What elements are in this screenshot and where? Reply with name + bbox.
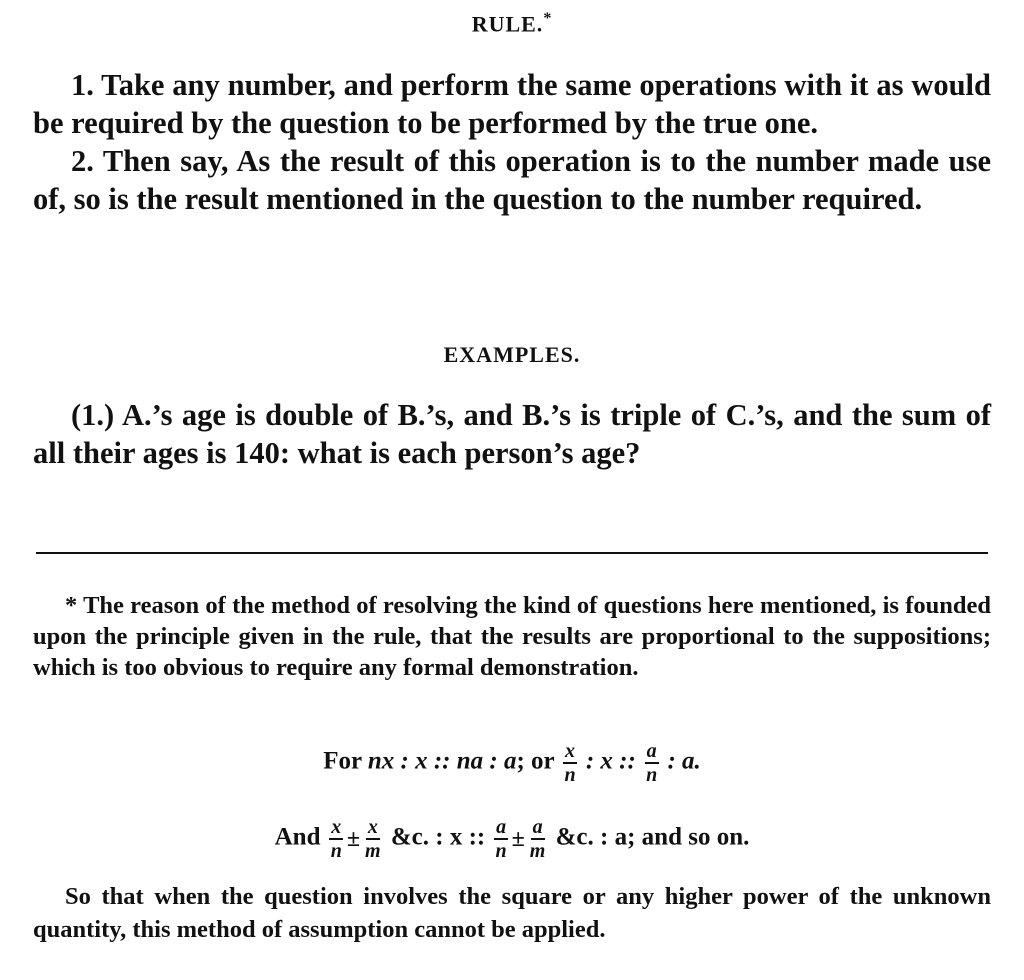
- fraction-x-over-n: [329, 816, 344, 862]
- fraction-a-over-n: [494, 816, 509, 862]
- plus-minus-sign: ±: [511, 826, 525, 852]
- rule-steps: [33, 66, 991, 218]
- footnote-marker: *: [543, 10, 553, 27]
- fraction-x-over-n: [562, 740, 577, 786]
- formula-1-separator: ; or: [516, 747, 561, 775]
- fraction-numerator: a: [532, 816, 543, 838]
- fraction-numerator: x: [367, 816, 378, 838]
- examples-heading: [0, 342, 1024, 368]
- footnote: [33, 590, 991, 683]
- formula-1-proportion: nx : x :: na : a: [367, 747, 517, 775]
- fraction-a-over-n: [644, 740, 659, 786]
- closing-paragraph: [33, 880, 991, 946]
- rule-step-1: 1. Take any number, and perform the same operations with it as would be required by the question to be performed by the true one.: [33, 68, 991, 140]
- formula-2: [0, 816, 1024, 862]
- rule-heading: [0, 10, 1024, 37]
- formula-2-middle: &c. : x ::: [384, 823, 492, 851]
- footnote-text: * The reason of the method of resolving the kind of questions here mentioned, is founded upon the principle given in the rule, that the results are proportional to the suppositions; which is too obvious to require any formal demonstration.: [33, 592, 991, 681]
- fraction-numerator: x: [331, 816, 342, 838]
- rule-step-2: 2. Then say, As the result of this operation is to the number made use of, so is the result mentioned in the question to the number required.: [33, 144, 991, 216]
- formula-1: [0, 740, 1024, 786]
- fraction-numerator: x: [565, 740, 576, 762]
- fraction-denominator: m: [529, 840, 546, 862]
- example-1: [33, 396, 991, 472]
- fraction-denominator: n: [330, 840, 342, 862]
- formula-2-lead: And: [274, 823, 327, 851]
- plus-minus-sign: ±: [346, 826, 361, 852]
- examples-heading-text: EXAMPLES.: [443, 342, 581, 367]
- fraction-denominator: m: [365, 840, 381, 862]
- fraction-x-over-m: [363, 816, 383, 862]
- example-1-text: (1.) A.’s age is double of B.’s, and B.’s is triple of C.’s, and the sum of all their ages is 140: what is each person’s age?: [33, 398, 991, 470]
- footnote-divider: [36, 552, 988, 554]
- closing-text: So that when the question involves the square or any higher power of the unknown quantity, this method of assumption cannot be applied.: [33, 883, 991, 943]
- formula-1-lead: For: [323, 747, 368, 775]
- formula-1-tail: : a.: [661, 747, 701, 775]
- formula-1-middle: : x ::: [579, 747, 643, 775]
- fraction-numerator: a: [646, 740, 657, 762]
- fraction-denominator: n: [495, 840, 507, 862]
- fraction-denominator: n: [646, 764, 658, 786]
- rule-heading-text: RULE.: [471, 11, 544, 37]
- formula-2-tail: &c. : a; and so on.: [549, 823, 750, 851]
- fraction-numerator: a: [496, 816, 507, 838]
- fraction-a-over-m: [528, 816, 548, 862]
- fraction-denominator: n: [564, 764, 576, 786]
